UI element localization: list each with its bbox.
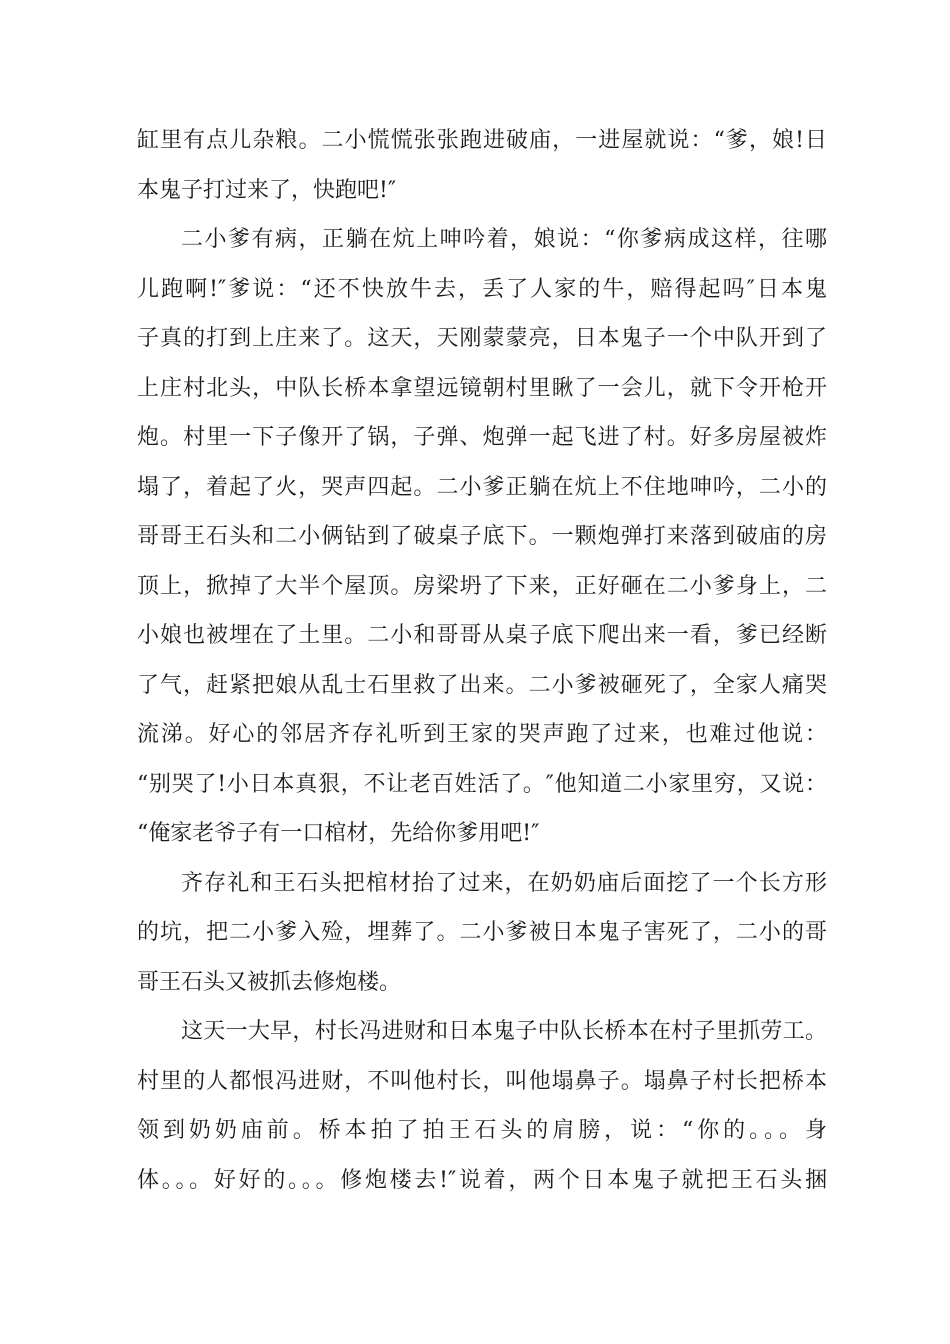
text-line: 体。。。好好的。。。修炮楼去!″说着，两个日本鬼子就把王石头捆 [137,1167,827,1193]
text-line: 齐存礼和王石头把棺材抬了过来，在奶奶庙后面挖了一个长方形 [181,870,827,896]
text-line: 二小爹有病，正躺在炕上呻吟着，娘说：“你爹病成这样，往哪 [181,227,827,252]
text-line: 小娘也被埋在了土里。二小和哥哥从桌子底下爬出来一看，爹已经断 [137,623,827,648]
text-line: 哥王石头又被抓去修炮楼。 [137,969,402,995]
text-line: 的坑，把二小爹入殓，埋葬了。二小爹被日本鬼子害死了，二小的哥 [137,920,827,945]
text-line: 缸里有点儿杂粮。二小慌慌张张跑进破庙，一进屋就说：“爹，娘!日 [137,128,827,153]
text-line: 塌了，着起了火，哭声四起。二小爹正躺在炕上不住地呻吟，二小的 [137,474,827,500]
text-line: 流涕。好心的邻居齐存礼听到王家的哭声跑了过来，也难过他说： [137,722,827,747]
text-line: 子真的打到上庄来了。这天，天刚蒙蒙亮，日本鬼子一个中队开到了 [137,326,827,351]
text-line: 哥哥王石头和二小俩钻到了破桌子底下。一颗炮弹打来落到破庙的房 [137,524,827,549]
text-line: “别哭了!小日本真狠，不让老百姓活了。″他知道二小家里穷，又说： [137,771,827,797]
text-line: 了气，赶紧把娘从乱士石里救了出来。二小爹被砸死了，全家人痛哭 [137,672,827,698]
body-text [137,116,827,1205]
text-line: 本鬼子打过来了，快跑吧!″ [137,177,397,203]
text-line: 顶上，掀掉了大半个屋顶。房梁坍了下来，正好砸在二小爹身上，二 [137,573,827,599]
text-line: 儿跑啊!″爹说：“还不快放牛去，丢了人家的牛，赔得起吗″日本鬼 [137,276,827,302]
text-line: “俺家老爷子有一口棺材，先给你爹用吧!″ [137,821,540,846]
text-line: 村里的人都恨冯进财，不叫他村长，叫他塌鼻子。塌鼻子村长把桥本 [137,1068,827,1094]
text-line: 领到奶奶庙前。桥本拍了拍王石头的肩膀，说：“你的。。。身 [137,1118,827,1143]
text-line: 这天一大早，村长冯进财和日本鬼子中队长桥本在村子里抓劳工。 [181,1019,827,1044]
text-line: 上庄村北头，中队长桥本拿望远镜朝村里瞅了一会儿，就下令开枪开 [137,375,827,401]
text-line: 炮。村里一下子像开了锅，子弹、炮弹一起飞进了村。好多房屋被炸 [137,425,827,450]
